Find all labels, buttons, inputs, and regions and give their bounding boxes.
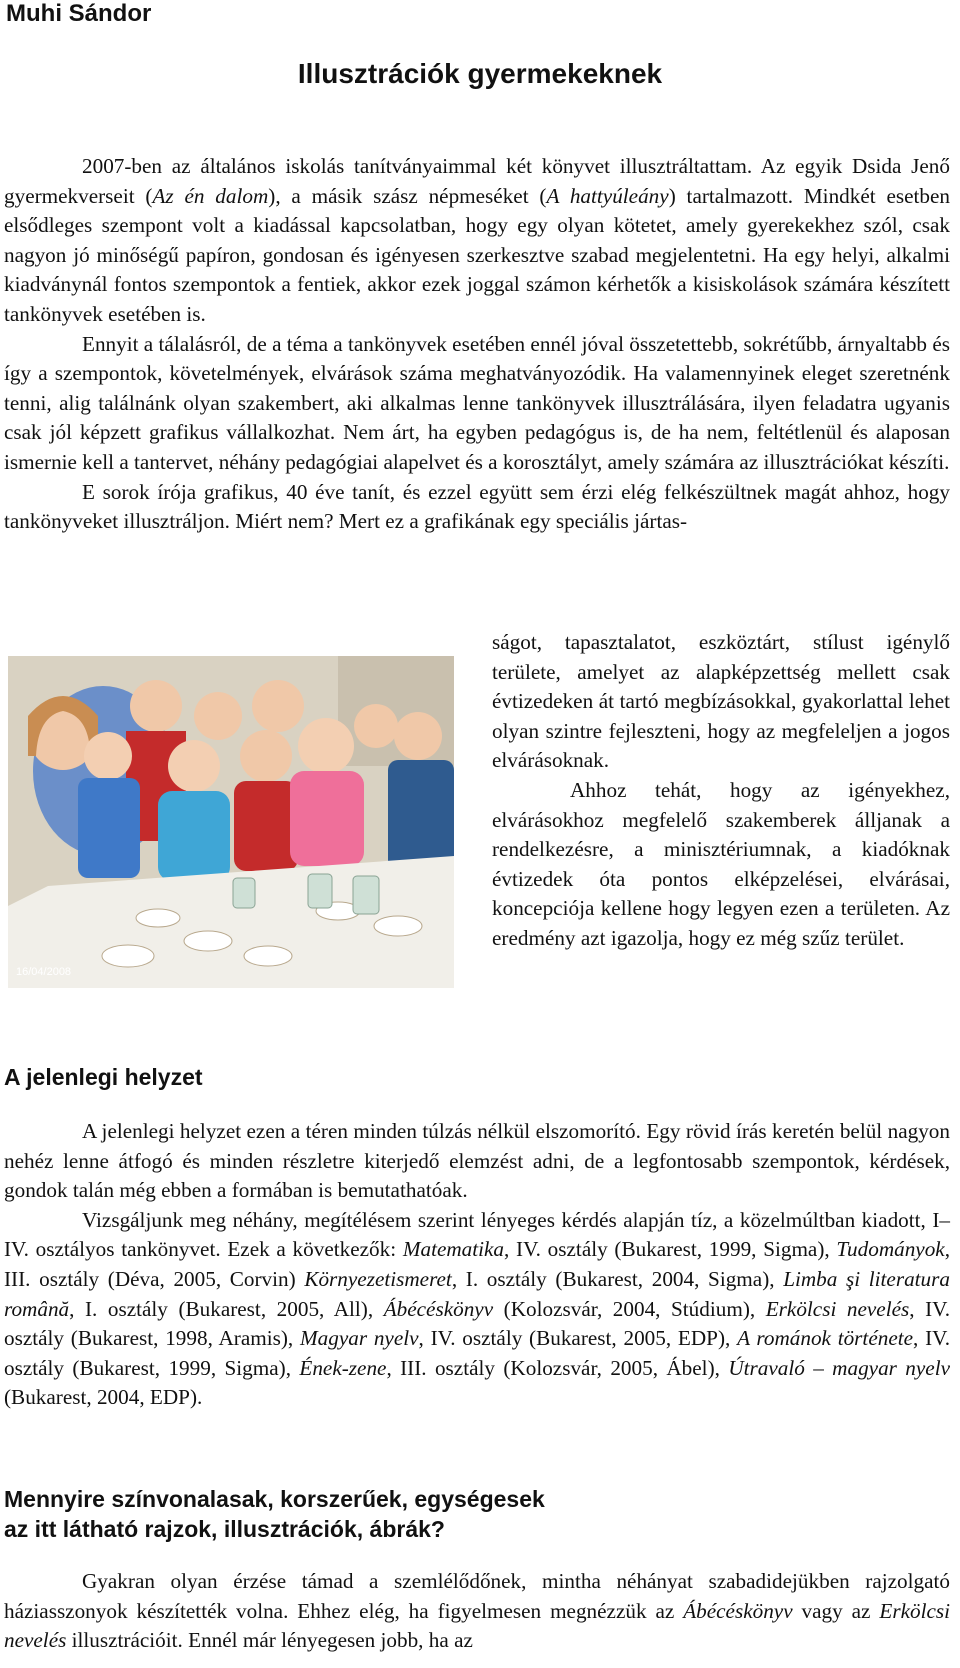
child-blue-top (78, 778, 140, 878)
book-title: Ábécéskönyv (683, 1598, 793, 1623)
book-title: Tudományok (836, 1237, 945, 1262)
text-run: Vizsgáljunk meg néhány, megítélésem szerint lényeges kérdés alapján tíz, a közelmúltban kiadott, I–IV. osztályos tankönyvet. Ezek a következők: (4, 1207, 950, 1262)
intro-paragraph-1 (4, 152, 950, 330)
heading-line: az itt látható rajzok, illusztrációk, ábrák? (4, 1516, 445, 1542)
child-face (130, 680, 182, 732)
book-title: Ének-zene (299, 1355, 387, 1380)
child-face (84, 732, 132, 780)
plate (136, 909, 180, 927)
child-face (194, 692, 242, 740)
text-run: , III. osztály (Déva, 2005, Corvin) (4, 1237, 951, 1291)
text-run: illusztrációit. Ennél már lényegesen jobb, ha az (66, 1628, 473, 1653)
book-title: Erkölcsi nevelés (765, 1296, 910, 1321)
page-title: Illusztrációk gyermekeknek (297, 58, 663, 89)
classroom-photo (8, 656, 454, 988)
child-face (354, 704, 398, 748)
intro-text (4, 152, 950, 537)
book-title: Ábécéskönyv (383, 1296, 494, 1321)
children-photo-illustration (8, 656, 454, 988)
text-run: , IV. osztály (Bukarest, 1999, Sigma), (4, 1326, 950, 1380)
book-title: A románok története (737, 1326, 914, 1351)
glass-jar (308, 874, 332, 908)
book-title: Magyar nyelv (299, 1326, 419, 1351)
text-run: ), a másik szász népmeséket ( (268, 183, 547, 208)
book-title: Limba şi literatura română (4, 1266, 950, 1321)
text-run: , IV. osztály (Bukarest, 1998, Aramis), (4, 1296, 951, 1351)
child-number-shirt (158, 791, 230, 881)
child-red-top (234, 781, 298, 871)
child-pink-top (290, 771, 364, 866)
heading-line: Mennyire színvonalasak, korszerűek, egységesek (4, 1486, 545, 1512)
book-title: Útravaló – magyar nyelv (728, 1355, 950, 1380)
side-column-text (492, 628, 950, 954)
section-heading-current-situation: A jelenlegi helyzet (4, 1064, 203, 1090)
glass-jar (353, 876, 379, 914)
plate (244, 946, 292, 966)
text-run: , I. osztály (Bukarest, 2004, Sigma), (451, 1266, 784, 1291)
photo-date-stamp: 16/04/2008 (16, 966, 72, 978)
text-run: 2007-ben az általános iskolás tanítványaimmal két könyvet illusztráltattam. Az egyik Dsida Jenő gyermekverseit ( (4, 154, 950, 208)
glass-jar (233, 878, 255, 908)
child-face (394, 712, 442, 760)
section-heading-quality (4, 1484, 545, 1544)
child-face (298, 718, 354, 774)
book-title: Matematika (402, 1237, 505, 1262)
plate (374, 916, 422, 936)
child-navy-jacket (388, 760, 454, 870)
book-title: Az én dalom (152, 183, 269, 208)
section1-text (4, 1117, 950, 1413)
text-run: Gyakran olyan érzése támad a szemlélődőnek, mintha néhányat szabadidejükben rajzolgató háziasszonyok készítették volna. Ehhez elég, ha figyelmesen megnézzük az (4, 1569, 950, 1623)
text-run: (Kolozsvár, 2004, Stúdium), (493, 1296, 766, 1321)
book-title: Erkölcsi nevelés (4, 1598, 950, 1653)
section2-paragraph-1 (4, 1567, 950, 1656)
section1-paragraph-1: A jelenlegi helyzet ezen a téren minden túlzás nélkül elszomorító. Egy rövid írás keretén belül nagyon nehéz lenne átfogó és minden részletre kiterjedő elemzést adni, de a legfontosabb szempontok, kérdések, gondok talán még ebben a formában is bemutathatóak. (4, 1119, 950, 1203)
text-run: , III. osztály (Kolozsvár, 2005, Ábel), (386, 1355, 729, 1380)
text-run: (Bukarest, 2004, EDP). (4, 1385, 203, 1410)
text-run: , I. osztály (Bukarest, 2005, All), (69, 1296, 384, 1321)
child-face (168, 740, 220, 792)
child-face (252, 680, 304, 732)
side-paragraph-1: ságot, tapasztalatot, eszköztárt, stílust igénylő területe, amelyet az alapképzettség mellett csak évtizedeken át tartó megbízásokkal, gyakorlattal lehet olyan szintre fejleszteni, hogy az megfeleljen a jogos elvárásoknak. (492, 630, 950, 773)
author-name: Muhi Sándor (6, 0, 152, 27)
book-title: Környezetismeret (304, 1266, 452, 1291)
text-run: , IV. osztály (Bukarest, 1999, Sigma), (504, 1237, 837, 1262)
book-title: A hattyúleány (546, 183, 669, 208)
plate (184, 931, 232, 951)
text-run: vagy az (792, 1598, 880, 1623)
text-run: , IV. osztály (Bukarest, 2005, EDP), (418, 1326, 738, 1351)
child-face (240, 730, 292, 782)
intro-paragraph-3: E sorok írója grafikus, 40 éve tanít, és ezzel együtt sem érzi elég felkészültnek magát ahhoz, hogy tankönyveket illusztráljon. Miért nem? Mert ez a grafikának egy speciális jártas- (4, 479, 950, 534)
text-run: ) tartalmazott. Mindkét esetben elsődleges szempont volt a kiadással kapcsolatban, hogy egy olyan kötetet, amely gyerekekhez szól, csak nagyon jó minőségű papíron, gondosan és igényesen szerkesztve szabad megjelentetni. Ha egy helyi, alkalmi kiadványnál fontos szempontok a fentiek, akkor ezek joggal számon kérhetők a kisiskolások számára készített tankönyvek esetében is. (4, 183, 950, 326)
side-paragraph-2: Ahhoz tehát, hogy az igényekhez, elvárásokhoz megfelelő szakemberek álljanak a rendelkezésre, a minisztériumnak, a kiadóknak évtizedek óta pontos elképzelései, elvárásai, koncepciója kellene hogy legyen ezen a területen. Az eredmény azt igazolja, hogy ez még szűz terület. (492, 777, 950, 950)
section2-text (4, 1567, 950, 1656)
section1-paragraph-2 (4, 1206, 950, 1413)
plate (102, 945, 154, 967)
intro-paragraph-2: Ennyit a tálalásról, de a téma a tankönyvek esetében ennél jóval összetettebb, sokrétűbb, árnyaltabb és így a szempontok, követelmények, elvárások száma meghatványozódik. Ha valamennyinek eleget szeretnénk tenni, alig találnánk olyan szakembert, aki alkalmas lenne tankönyvek illusztrálására, ilyen feladatra ugyanis csak jól képzett grafikus vállalkozhat. Nem árt, ha egyben pedagógus is, de ha nem, feltétlenül és alaposan ismernie kell a tantervet, néhány pedagógiai alapelvet és a korosztályt, amely számára az illusztrációkat készíti. (4, 331, 950, 474)
